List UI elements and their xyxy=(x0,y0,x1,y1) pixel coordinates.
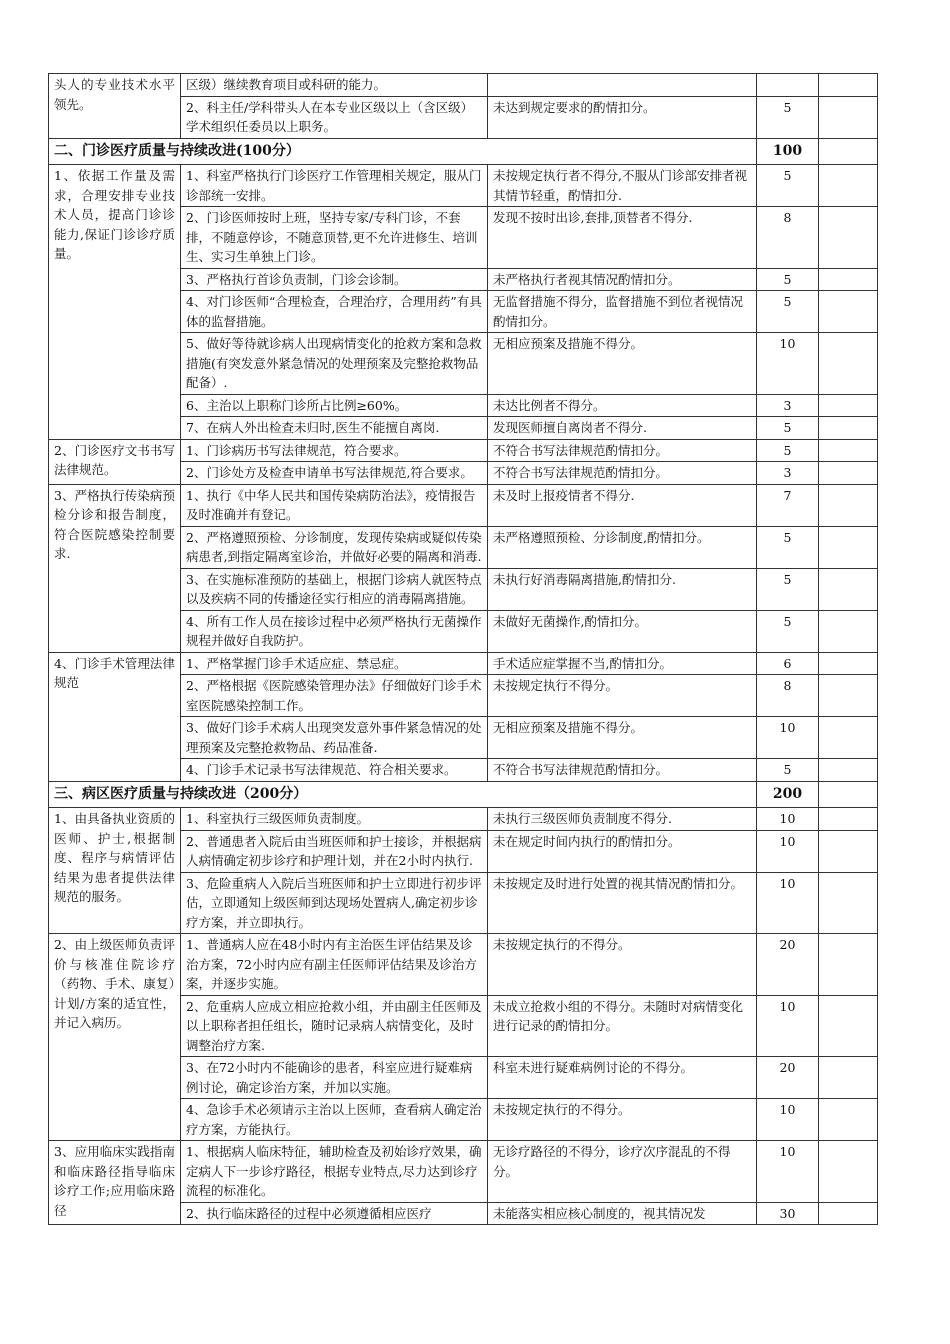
deduction-rule-cell: 手术适应症掌握不当,酌情扣分。 xyxy=(488,652,757,675)
score-cell: 5 xyxy=(757,610,819,652)
actual-score-cell xyxy=(819,1141,878,1203)
actual-score-cell xyxy=(819,830,878,872)
requirement-cell: 4、对门诊医师“合理检查，合理治疗，合理用药”有具体的监督措施。 xyxy=(181,291,488,333)
score-cell: 10 xyxy=(757,808,819,831)
deduction-rule-cell: 发现医师擅自离岗者不得分. xyxy=(488,417,757,440)
actual-score-cell xyxy=(819,74,878,97)
score-cell: 5 xyxy=(757,268,819,291)
table-row xyxy=(49,1141,878,1203)
deduction-rule-cell: 未达到规定要求的酌情扣分。 xyxy=(488,96,757,138)
deduction-rule-cell: 科室未进行疑难病例讨论的不得分。 xyxy=(488,1057,757,1099)
actual-score-cell xyxy=(819,96,878,138)
deduction-rule-cell: 不符合书写法律规范酌情扣分。 xyxy=(488,462,757,485)
requirement-cell: 2、门诊医师按时上班，坚持专家/专科门诊，不套排，不随意停诊，不随意顶替,更不允许进修生、培训生、实习生单独上门诊。 xyxy=(181,207,488,269)
table-row xyxy=(49,652,878,675)
requirement-cell: 6、主治以上职称门诊所占比例≥60%。 xyxy=(181,394,488,417)
actual-score-cell xyxy=(819,995,878,1057)
category-cell: 1、依据工作量及需求，合理安排专业技术人员，提高门诊诊能力,保证门诊诊疗质量。 xyxy=(49,165,181,440)
score-cell: 20 xyxy=(757,1057,819,1099)
deduction-rule-cell: 未达比例者不得分。 xyxy=(488,394,757,417)
requirement-cell: 2、危重病人应成立相应抢救小组，并由副主任医师及以上职称者担任组长，随时记录病人病情变化，及时调整治疗方案. xyxy=(181,995,488,1057)
score-cell: 5 xyxy=(757,526,819,568)
deduction-rule-cell: 未在规定时间内执行的酌情扣分。 xyxy=(488,830,757,872)
score-cell: 10 xyxy=(757,1099,819,1141)
score-cell: 10 xyxy=(757,333,819,395)
score-cell: 10 xyxy=(757,995,819,1057)
requirement-cell: 5、做好等待就诊病人出现病情变化的抢救方案和急救措施(有突发意外紧急情况的处理预案及完整抢救物品配备）. xyxy=(181,333,488,395)
requirement-cell: 4、所有工作人员在接诊过程中必须严格执行无菌操作规程并做好自我防护。 xyxy=(181,610,488,652)
actual-score-cell xyxy=(819,462,878,485)
actual-score-cell xyxy=(819,526,878,568)
requirement-cell: 1、门诊病历书写法律规范，符合要求。 xyxy=(181,439,488,462)
actual-score-cell xyxy=(819,165,878,207)
score-cell: 5 xyxy=(757,759,819,782)
deduction-rule-cell: 未按规定及时进行处置的视其情况酌情扣分。 xyxy=(488,872,757,934)
actual-score-cell xyxy=(819,268,878,291)
deduction-rule-cell: 未成立抢救小组的不得分。未随时对病情变化进行记录的酌情扣分。 xyxy=(488,995,757,1057)
requirement-cell: 2、严格根据《医院感染管理办法》仔细做好门诊手术室医院感染控制工作。 xyxy=(181,675,488,717)
actual-score-cell xyxy=(819,568,878,610)
requirement-cell: 区级）继续教育项目或科研的能力。 xyxy=(181,74,488,97)
score-cell: 10 xyxy=(757,872,819,934)
deduction-rule-cell: 未能落实相应核心制度的，视其情况发 xyxy=(488,1202,757,1225)
score-cell: 5 xyxy=(757,417,819,440)
table-row xyxy=(49,934,878,996)
deduction-rule-cell: 未做好无菌操作,酌情扣分。 xyxy=(488,610,757,652)
score-cell: 7 xyxy=(757,484,819,526)
requirement-cell: 2、执行临床路径的过程中必须遵循相应医疗 xyxy=(181,1202,488,1225)
table-row xyxy=(49,74,878,97)
actual-score-cell xyxy=(819,439,878,462)
blank-cell xyxy=(819,138,878,165)
category-cell: 3、应用临床实践指南和临床路径指导临床诊疗工作;应用临床路径 xyxy=(49,1141,181,1225)
actual-score-cell xyxy=(819,759,878,782)
requirement-cell: 3、危险重病人入院后当班医师和护士立即进行初步评估，立即通知上级医师到达现场处置病人,确定初步诊疗方案，并立即执行。 xyxy=(181,872,488,934)
score-cell: 10 xyxy=(757,717,819,759)
deduction-rule-cell: 未按规定执行者不得分,不服从门诊部安排者视其情节轻重，酌情扣分. xyxy=(488,165,757,207)
score-cell xyxy=(757,74,819,97)
requirement-cell: 3、严格执行首诊负责制，门诊会诊制。 xyxy=(181,268,488,291)
requirement-cell: 1、科室严格执行门诊医疗工作管理相关规定，服从门诊部统一安排。 xyxy=(181,165,488,207)
score-cell: 20 xyxy=(757,934,819,996)
deduction-rule-cell: 未按规定执行的不得分。 xyxy=(488,1099,757,1141)
section-title: 二、门诊医疗质量与持续改进(100分） xyxy=(49,138,757,165)
requirement-cell: 1、根据病人临床特征，辅助检查及初始诊疗效果，确定病人下一步诊疗路径，根据专业特点,尽力达到诊疗流程的标准化。 xyxy=(181,1141,488,1203)
actual-score-cell xyxy=(819,417,878,440)
section-header-row xyxy=(49,781,878,808)
score-cell: 5 xyxy=(757,291,819,333)
actual-score-cell xyxy=(819,808,878,831)
actual-score-cell xyxy=(819,394,878,417)
score-cell: 5 xyxy=(757,568,819,610)
section-header-row xyxy=(49,138,878,165)
deduction-rule-cell: 未执行好消毒隔离措施,酌情扣分. xyxy=(488,568,757,610)
score-cell: 3 xyxy=(757,462,819,485)
category-cell: 2、门诊医疗文书书写法律规范。 xyxy=(49,439,181,484)
score-cell: 10 xyxy=(757,1141,819,1203)
actual-score-cell xyxy=(819,872,878,934)
table-row xyxy=(49,439,878,462)
requirement-cell: 3、做好门诊手术病人出现突发意外事件紧急情况的处理预案及完整抢救物品、药品准备. xyxy=(181,717,488,759)
deduction-rule-cell: 无相应预案及措施不得分。 xyxy=(488,717,757,759)
deduction-rule-cell: 未按规定执行的不得分。 xyxy=(488,934,757,996)
requirement-cell: 2、科主任/学科带头人在本专业区级以上（含区级）学术组织任委员以上职务。 xyxy=(181,96,488,138)
actual-score-cell xyxy=(819,1202,878,1225)
deduction-rule-cell: 无诊疗路径的不得分，诊疗次序混乱的不得分。 xyxy=(488,1141,757,1203)
deduction-rule-cell: 发现不按时出诊,套排,顶替者不得分. xyxy=(488,207,757,269)
actual-score-cell xyxy=(819,610,878,652)
score-cell: 8 xyxy=(757,675,819,717)
actual-score-cell xyxy=(819,675,878,717)
deduction-rule-cell: 无监督措施不得分，监督措施不到位者视情况酌情扣分。 xyxy=(488,291,757,333)
blank-cell xyxy=(819,781,878,808)
table-row xyxy=(49,165,878,207)
table-row xyxy=(49,808,878,831)
deduction-rule-cell: 无相应预案及措施不得分。 xyxy=(488,333,757,395)
requirement-cell: 2、门诊处方及检查申请单书写法律规范,符合要求。 xyxy=(181,462,488,485)
requirement-cell: 3、在72小时内不能确诊的患者，科室应进行疑难病例讨论，确定诊治方案，并加以实施。 xyxy=(181,1057,488,1099)
score-cell: 5 xyxy=(757,165,819,207)
actual-score-cell xyxy=(819,717,878,759)
actual-score-cell xyxy=(819,1099,878,1141)
deduction-rule-cell xyxy=(488,74,757,97)
deduction-rule-cell: 不符合书写法律规范酌情扣分。 xyxy=(488,439,757,462)
deduction-rule-cell: 未严格执行者视其情况酌情扣分。 xyxy=(488,268,757,291)
requirement-cell: 2、普通患者入院后由当班医师和护士接诊，并根据病人病情确定初步诊疗和护理计划，并在2小时内执行. xyxy=(181,830,488,872)
requirement-cell: 1、科室执行三级医师负责制度。 xyxy=(181,808,488,831)
section-title: 三、病区医疗质量与持续改进（200分） xyxy=(49,781,757,808)
category-cell: 头人的专业技术水平领先。 xyxy=(49,74,181,139)
requirement-cell: 3、在实施标准预防的基础上，根据门诊病人就医特点以及疾病不同的传播途径实行相应的消毒隔离措施。 xyxy=(181,568,488,610)
score-cell: 5 xyxy=(757,439,819,462)
deduction-rule-cell: 未执行三级医师负责制度不得分. xyxy=(488,808,757,831)
requirement-cell: 1、执行《中华人民共和国传染病防治法》，疫情报告及时准确并有登记。 xyxy=(181,484,488,526)
evaluation-table xyxy=(48,73,878,1225)
table-row xyxy=(49,484,878,526)
actual-score-cell xyxy=(819,652,878,675)
actual-score-cell xyxy=(819,1057,878,1099)
category-cell: 1、由具备执业资质的医师、护士,根据制度、程序与病情评估结果为患者提供法律规范的服务。 xyxy=(49,808,181,934)
actual-score-cell xyxy=(819,484,878,526)
category-cell: 2、由上级医师负责评价与核准住院诊疗（药物、手术、康复）计划/方案的适宜性，并记入病历。 xyxy=(49,934,181,1141)
score-cell: 30 xyxy=(757,1202,819,1225)
section-score: 200 xyxy=(757,781,819,808)
score-cell: 3 xyxy=(757,394,819,417)
deduction-rule-cell: 不符合书写法律规范酌情扣分。 xyxy=(488,759,757,782)
category-cell: 4、门诊手术管理法律规范 xyxy=(49,652,181,781)
deduction-rule-cell: 未严格遵照预检、分诊制度,酌情扣分。 xyxy=(488,526,757,568)
requirement-cell: 2、严格遵照预检、分诊制度，发现传染病或疑似传染病患者,到指定隔离室诊治，并做好必要的隔离和消毒. xyxy=(181,526,488,568)
actual-score-cell xyxy=(819,333,878,395)
category-cell: 3、严格执行传染病预检分诊和报告制度，符合医院感染控制要求. xyxy=(49,484,181,652)
deduction-rule-cell: 未及时上报疫情者不得分. xyxy=(488,484,757,526)
actual-score-cell xyxy=(819,291,878,333)
requirement-cell: 4、门诊手术记录书写法律规范、符合相关要求。 xyxy=(181,759,488,782)
score-cell: 10 xyxy=(757,830,819,872)
requirement-cell: 4、急诊手术必须请示主治以上医师，查看病人确定治疗方案，方能执行。 xyxy=(181,1099,488,1141)
requirement-cell: 1、普通病人应在48小时内有主治医生评估结果及诊治方案，72小时内应有副主任医师评估结果及诊治方案，并逐步实施。 xyxy=(181,934,488,996)
score-cell: 8 xyxy=(757,207,819,269)
requirement-cell: 7、在病人外出检查未归时,医生不能擅自离岗. xyxy=(181,417,488,440)
requirement-cell: 1、严格掌握门诊手术适应症、禁忌症。 xyxy=(181,652,488,675)
score-cell: 5 xyxy=(757,96,819,138)
actual-score-cell xyxy=(819,934,878,996)
actual-score-cell xyxy=(819,207,878,269)
deduction-rule-cell: 未按规定执行不得分。 xyxy=(488,675,757,717)
score-cell: 6 xyxy=(757,652,819,675)
section-score: 100 xyxy=(757,138,819,165)
